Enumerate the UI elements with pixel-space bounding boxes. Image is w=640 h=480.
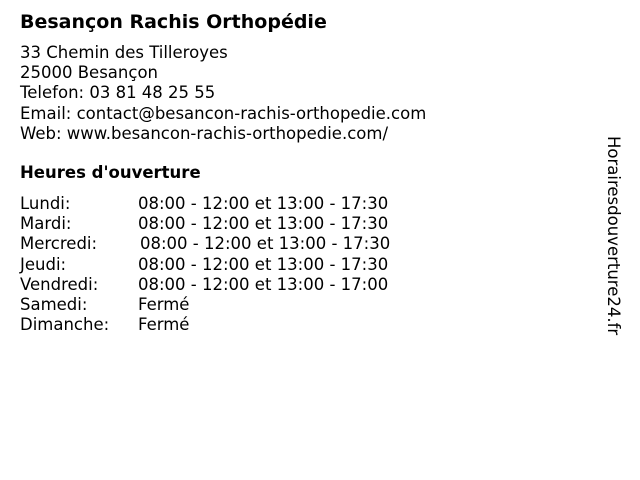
side-brand-watermark: Horairesdouverture24.fr	[604, 136, 623, 336]
hours-time: 08:00 - 12:00 et 13:00 - 17:30	[140, 234, 391, 254]
address-line-2: 25000 Besançon	[20, 63, 158, 83]
hours-day: Mercredi:	[20, 234, 98, 254]
hours-heading: Heures d'ouverture	[20, 163, 201, 182]
business-title: Besançon Rachis Orthopédie	[20, 11, 327, 33]
web-line: Web: www.besancon-rachis-orthopedie.com/	[20, 123, 389, 143]
hours-day: Samedi:	[20, 294, 88, 314]
phone-line: Telefon: 03 81 48 25 55	[20, 83, 216, 103]
hours-time: 08:00 - 12:00 et 13:00 - 17:30	[138, 194, 389, 213]
hours-time: 08:00 - 12:00 et 13:00 - 17:30	[138, 254, 389, 274]
email-line: Email: contact@besancon-rachis-orthopedie.com	[20, 103, 427, 123]
hours-day: Lundi:	[20, 194, 71, 213]
address-line-1: 33 Chemin des Tilleroyes	[20, 43, 228, 62]
hours-time: 08:00 - 12:00 et 13:00 - 17:30	[138, 214, 389, 234]
contact-block	[20, 43, 426, 144]
hours-day: Dimanche:	[20, 315, 110, 335]
hours-day: Jeudi:	[20, 254, 67, 274]
hours-time: 08:00 - 12:00 et 13:00 - 17:00	[138, 274, 389, 294]
hours-time: Fermé	[138, 315, 190, 335]
hours-day: Mardi:	[20, 214, 72, 234]
hours-time: Fermé	[138, 294, 190, 314]
hours-day: Vendredi:	[20, 274, 99, 294]
